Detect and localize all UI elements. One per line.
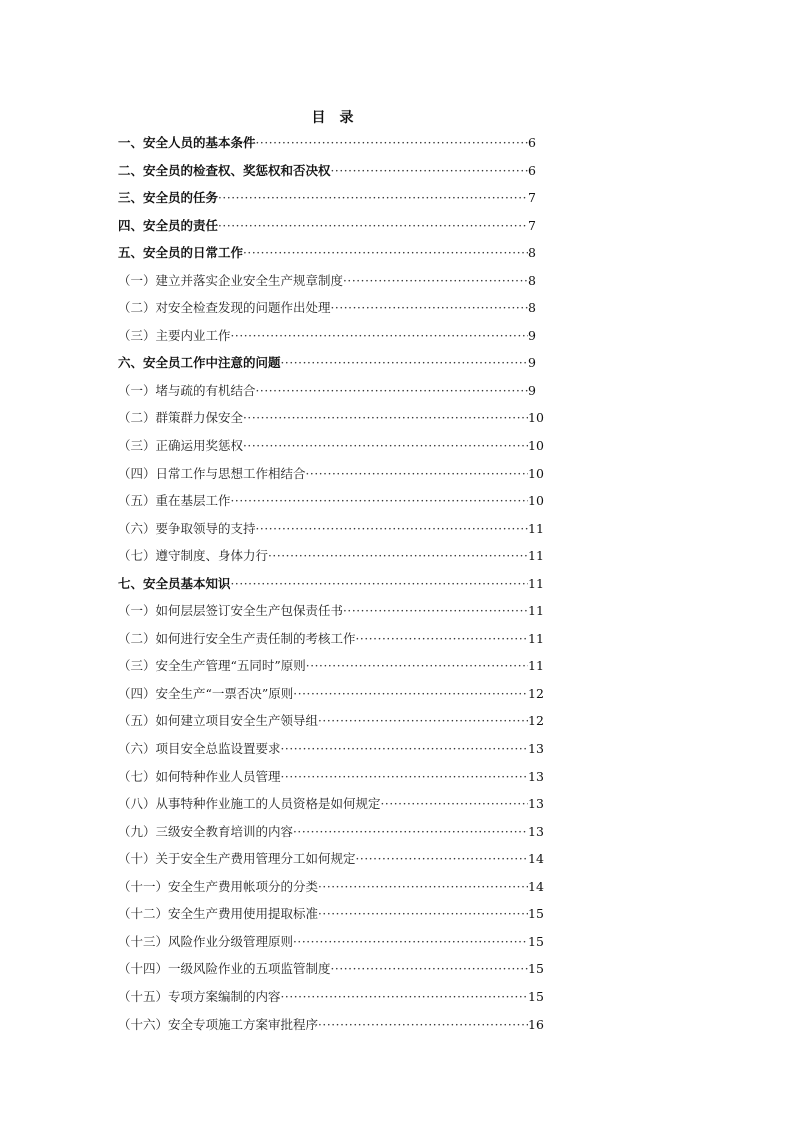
entry-page-number: 9 [528,355,536,371]
entry-label: （五）如何建立项目安全生产领导组 [118,713,319,729]
toc-subsection-entry[interactable] [118,933,546,961]
entry-page-number: 11 [528,658,544,674]
entry-label: （一）堵与疏的有机结合 [118,382,256,398]
dot-leader [293,685,528,703]
entry-page-number: 8 [528,300,536,316]
dot-leader [281,740,528,758]
title-char: 目 [311,110,326,126]
dot-leader [268,547,528,565]
toc-subsection-entry[interactable] [118,685,546,713]
entry-page-number: 10 [528,410,544,426]
toc-subsection-entry[interactable] [118,299,546,327]
entry-page-number: 13 [528,768,544,784]
entry-page-number: 9 [528,382,536,398]
toc-subsection-entry[interactable] [118,823,546,851]
toc-subsection-entry[interactable] [118,795,546,823]
toc-subsection-entry[interactable] [118,850,546,878]
entry-label: （十一）安全生产费用帐项分的分类 [118,878,319,894]
toc-subsection-entry[interactable] [118,272,546,300]
entry-label: （六）项目安全总监设置要求 [118,741,281,757]
dot-leader [356,850,528,868]
dot-leader [331,299,528,317]
entry-label: 三、安全员的任务 [118,190,219,206]
dot-leader [243,409,528,427]
entry-page-number: 8 [528,245,536,261]
entry-page-number: 13 [528,796,544,812]
entry-label: （一）如何层层签订安全生产包保责任书 [118,603,344,619]
entry-label: 一、安全人员的基本条件 [118,135,256,150]
entry-label: 四、安全员的责任 [118,217,219,233]
dot-leader [231,492,528,510]
toc-subsection-entry[interactable] [118,768,546,796]
entry-page-number: 7 [528,217,536,233]
entry-page-number: 7 [528,190,536,206]
entry-page-number: 11 [528,548,544,564]
entry-label: （六）要争取领导的支持 [118,520,256,536]
entry-label: （二）对安全检查发现的问题作出处理 [118,300,331,316]
entry-label: （十）关于安全生产费用管理分工如何规定 [118,851,356,867]
toc-subsection-entry[interactable] [118,492,546,520]
entry-page-number: 15 [528,988,544,1004]
entry-label: （三）正确运用奖惩权 [118,438,244,454]
entry-label: （八）从事特种作业施工的人员资格是如何规定 [118,796,381,812]
dot-leader [218,189,528,207]
dot-leader [281,988,528,1006]
toc-subsection-entry[interactable] [118,1016,546,1044]
entry-label: （五）重在基层工作 [118,493,231,509]
dot-leader [218,217,528,235]
toc-subsection-entry[interactable] [118,960,546,988]
entry-label: （一）建立并落实企业安全生产规章制度 [118,272,344,288]
dot-leader [281,354,528,372]
toc-section-entry[interactable] [118,575,546,603]
entry-label: （七）如何特种作业人员管理 [118,768,281,784]
dot-leader [243,244,528,262]
entry-label: 二、安全员的检查权、奖惩权和否决权 [118,162,331,178]
entry-label: （二）群策群力保安全 [118,410,244,426]
entry-page-number: 16 [528,1016,544,1032]
entry-page-number: 13 [528,823,544,839]
entry-label: 五、安全员的日常工作 [118,245,244,261]
toc-title [0,107,665,127]
toc-subsection-entry[interactable] [118,382,546,410]
dot-leader [281,768,528,786]
dot-leader [231,327,528,345]
dot-leader [331,960,528,978]
dot-leader [318,1016,528,1034]
entry-label: （十五）专项方案编制的内容 [118,988,281,1004]
entry-label: 六、安全员工作中注意的问题 [118,355,281,371]
dot-leader [256,134,528,152]
entry-page-number: 15 [528,933,544,949]
toc-subsection-entry[interactable] [118,740,546,768]
toc-subsection-entry[interactable] [118,905,546,933]
entry-page-number: 10 [528,438,544,454]
dot-leader [306,657,528,675]
toc-subsection-entry[interactable] [118,409,546,437]
dot-leader [343,602,528,620]
entry-page-number: 15 [528,961,544,977]
entry-page-number: 11 [528,603,544,619]
toc-section-entry[interactable] [118,134,546,162]
dot-leader [293,823,528,841]
entry-label: （四）日常工作与思想工作相结合 [118,465,306,481]
toc-subsection-entry[interactable] [118,465,546,493]
dot-leader [356,630,528,648]
entry-label: （十三）风险作业分级管理原则 [118,933,294,949]
toc-subsection-entry[interactable] [118,657,546,685]
entry-label: （七）遵守制度、身体力行 [118,548,269,564]
dot-leader [293,933,528,951]
entry-label: （二）如何进行安全生产责任制的考核工作 [118,630,356,646]
toc-section-entry[interactable] [118,189,546,217]
toc-section-entry[interactable] [118,217,546,245]
toc-subsection-entry[interactable] [118,712,546,740]
dot-leader [381,795,528,813]
toc-subsection-entry[interactable] [118,520,546,548]
toc-subsection-entry[interactable] [118,878,546,906]
toc-subsection-entry[interactable] [118,630,546,658]
entry-page-number: 12 [528,713,544,729]
entry-page-number: 9 [528,327,536,343]
entry-page-number: 10 [528,465,544,481]
table-of-contents [118,134,546,1043]
entry-page-number: 6 [528,135,536,150]
dot-leader [331,162,528,180]
toc-subsection-entry[interactable] [118,988,546,1016]
toc-subsection-entry[interactable] [118,602,546,630]
dot-leader [243,437,528,455]
entry-page-number: 11 [528,630,544,646]
dot-leader [256,520,528,538]
entry-page-number: 11 [528,520,544,536]
entry-label: （三）主要内业工作 [118,327,231,343]
entry-label: （九）三级安全教育培训的内容 [118,823,294,839]
toc-subsection-entry[interactable] [118,547,546,575]
entry-page-number: 8 [528,272,536,288]
entry-page-number: 6 [528,162,536,178]
toc-subsection-entry[interactable] [118,327,546,355]
dot-leader [318,905,528,923]
entry-page-number: 13 [528,741,544,757]
entry-page-number: 10 [528,493,544,509]
entry-page-number: 14 [528,878,544,894]
dot-leader [318,712,528,730]
dot-leader [343,272,528,290]
title-char: 录 [339,110,354,126]
entry-page-number: 15 [528,906,544,922]
entry-page-number: 12 [528,685,544,701]
toc-subsection-entry[interactable] [118,437,546,465]
entry-label: （四）安全生产“一票否决”原则 [118,685,294,701]
toc-section-entry[interactable] [118,244,546,272]
dot-leader [306,465,528,483]
entry-page-number: 11 [528,575,544,591]
dot-leader [318,878,528,896]
entry-page-number: 14 [528,851,544,867]
toc-section-entry[interactable] [118,162,546,190]
dot-leader [231,575,528,593]
entry-label: （十四）一级风险作业的五项监管制度 [118,961,331,977]
entry-label: （十六）安全专项施工方案审批程序 [118,1016,319,1032]
toc-section-entry[interactable] [118,354,546,382]
entry-label: （十二）安全生产费用使用提取标准 [118,906,319,922]
dot-leader [256,382,528,400]
entry-label: 七、安全员基本知识 [118,575,231,591]
entry-label: （三）安全生产管理“五同时”原则 [118,658,306,674]
